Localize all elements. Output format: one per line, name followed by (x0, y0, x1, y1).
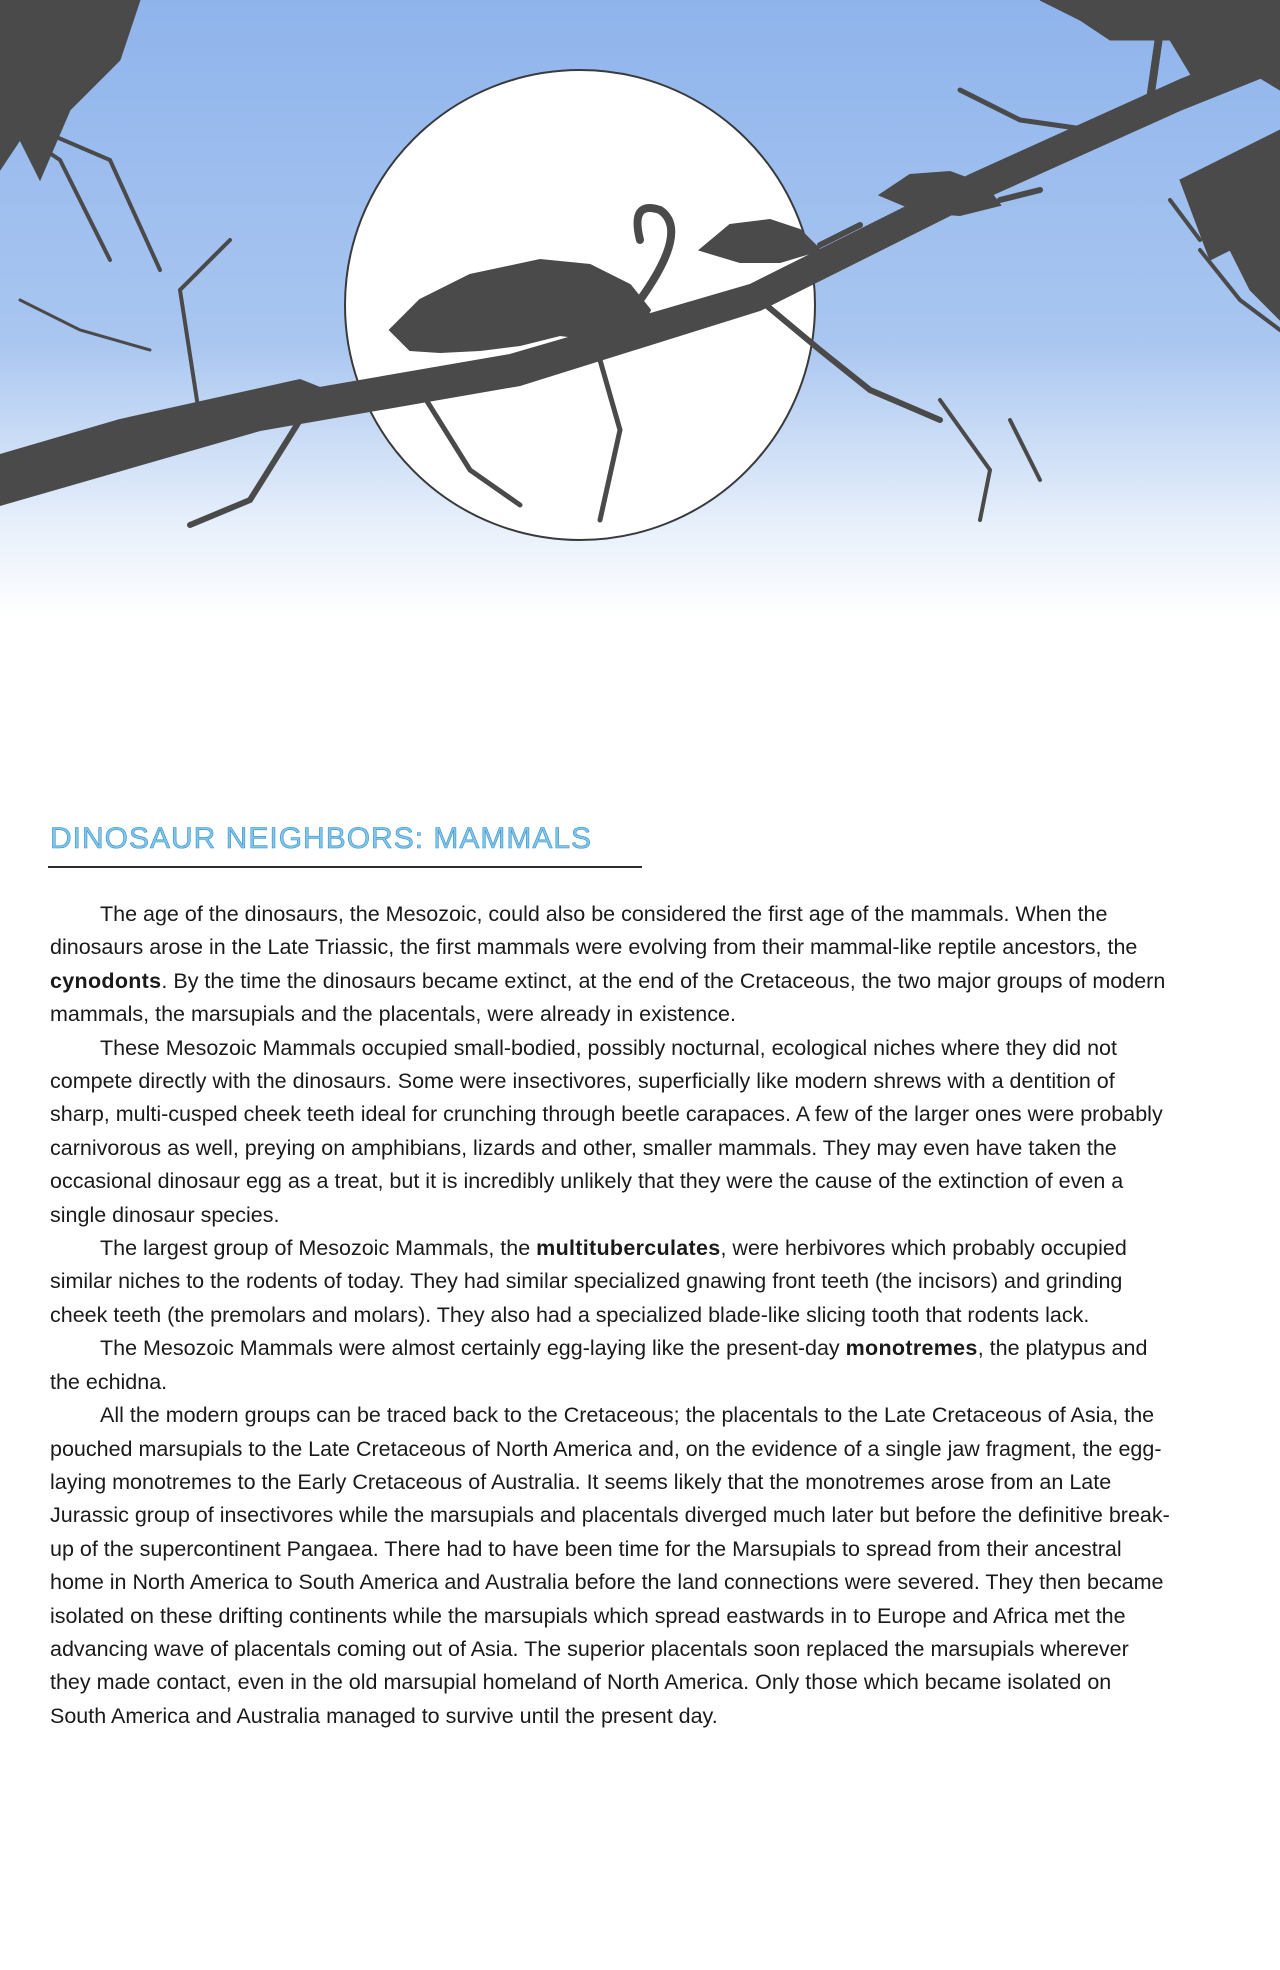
paragraph (50, 1032, 1170, 1232)
paragraph (50, 1332, 1170, 1399)
paragraph-text: . By the time the dinosaurs became extinct, at the end of the Cretaceous, the two major groups of modern mammals, the marsupials and the placentals, were already in existence. (50, 968, 1166, 1027)
page-title: DINOSAUR NEIGHBORS: MAMMALS (50, 822, 593, 855)
term-cynodonts: cynodonts (50, 968, 162, 993)
paragraph-text: , were herbivores which probably occupied similar niches to the rodents of today. They had similar specialized gnawing front teeth (the incisors) and grinding cheek teeth (the premolars and molars). They also had a specialized blade-like slicing tooth that rodents lack. (50, 1236, 1127, 1327)
term-multituberculates: multituberculates (536, 1236, 721, 1261)
paragraph (50, 1232, 1170, 1332)
paragraph-text: The Mesozoic Mammals were almost certainly egg-laying like the present-day (100, 1336, 846, 1361)
paragraph (50, 898, 1170, 1032)
paragraph-text: The age of the dinosaurs, the Mesozoic, could also be considered the first age of the mammals. When the dinosaurs arose in the Late Triassic, the first mammals were evolving from their mammal-like reptile ancestors, the (50, 902, 1138, 960)
paragraph-text: , the platypus and the echidna. (50, 1336, 1148, 1394)
title-underline (48, 866, 642, 868)
article-body (50, 898, 1170, 1733)
term-monotremes: monotremes (845, 1336, 978, 1361)
paragraph-text: The largest group of Mesozoic Mammals, the (100, 1236, 537, 1261)
paragraph-text: All the modern groups can be traced back to the Cretaceous; the placentals to the Late Cretaceous of Asia, the pouched marsupials to the Late Cretaceous of North America and, on the evidence of a single jaw fragment, the egg-laying monotremes to the Early Cretaceous of Australia. It seems likely that the monotremes arose from an Late Jurassic group of insectivores while the marsupials and placentals diverged much later but before the definitive break-up of the supercontinent Pangaea. There had to have been time for the Marsupials to spread from their ancestral home in North America to South America and Australia before the land connections were severed. They then became isolated on these drifting continents while the marsupials which spread eastwards in to Europe and Africa met the advancing wave of placentals coming out of Asia. The superior placentals soon replaced the marsupials wherever they made contact, even in the old marsupial homeland of North America. Only those which became isolated on South America and Australia managed to survive until the present day. (50, 1403, 1170, 1728)
moon-scene-icon (0, 0, 1280, 620)
paragraph-text: These Mesozoic Mammals occupied small-bodied, possibly nocturnal, ecological niches where they did not compete directly with the dinosaurs. Some were insectivores, superficially like modern shrews with a dentition of sharp, multi-cusped cheek teeth ideal for crunching through beetle carapaces. A few of the larger ones were probably carnivorous as well, preying on amphibians, lizards and other, smaller mammals. They may even have taken the occasional dinosaur egg as a treat, but it is incredibly unlikely that they were the cause of the extinction of even a single dinosaur species. (50, 1035, 1163, 1227)
hero-illustration (0, 0, 1280, 620)
paragraph (50, 1399, 1170, 1733)
